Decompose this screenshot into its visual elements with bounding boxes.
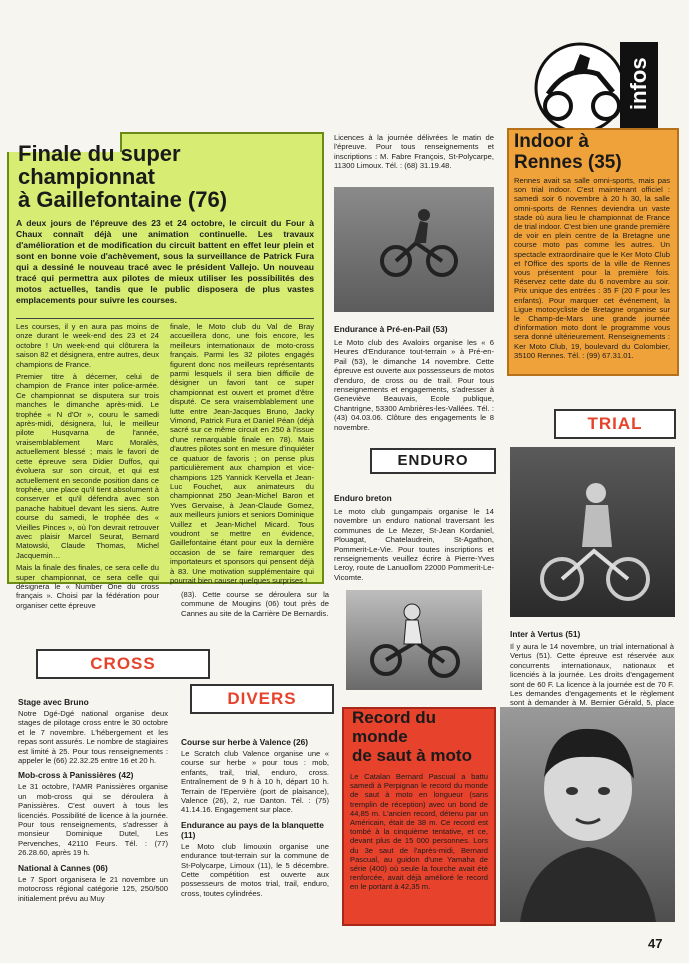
middle-top-text: Licences à la journée délivrées le matin de l'épreuve. Pour tous renseignements et inscriptions : M. Fabre François, St-Polycarpe, 11300 Limoux. Tél. : (68) 31.19.48. (334, 133, 494, 171)
enduro-tag: ENDURO (370, 448, 496, 474)
inter-vertus-text: Il y aura le 14 novembre, un trial international à Vertus (51). Cette épreuve est réservée aux concurrents internationaux, nationaux et licenciés à la journée. Les droits d'engagement sont de 60 F. La licence à la journée est de 70 F. Les demandes d'engagements et le règlement sont à demander à M. Bernier Gérald, 5, place (510, 642, 674, 708)
cross-item-title: Stage avec Bruno (18, 697, 89, 707)
lead-divider (16, 318, 314, 319)
record-title-line: monde (352, 727, 408, 746)
main-title-line: Finale du super (18, 141, 181, 166)
cannes-continued-text: (83). Cette course se déroulera sur la commune de Mougins (06) tout près de Cannes au site de la Carrière De Bernardis. (181, 590, 329, 618)
main-col1-paragraph: Les courses, il y en aura pas moins de onze durant le week-end des 23 et 24 octobre ! Un week-end qui clôturera la saison 82 et désignera, entre autres, deux champions de France. (16, 322, 159, 369)
divers-item-title: Endurance au pays de la blanquette (11) (181, 819, 324, 840)
bernard-pascual-photo (500, 707, 675, 922)
indoor-title (514, 131, 674, 173)
main-article-col1 (16, 322, 159, 613)
enduro-breton-title: Enduro breton (334, 493, 392, 503)
cross-tag: CROSS (36, 649, 210, 679)
inter-vertus-title: Inter à Vertus (51) (510, 629, 581, 639)
main-article-title (18, 142, 308, 211)
enduro-rider-photo (334, 187, 494, 312)
main-title-line: championnat (18, 164, 155, 189)
enduro-breton-photo (346, 590, 482, 690)
main-article-lead: A deux jours de l'épreuve des 23 et 24 octobre, le circuit du Four à Chaux connaît déjà une animation continuelle. Les travaux d'amélioration et de modification du circuit battent en effet leur plein et sont en bonne voie d'achèvement, sous la surveillance de Patrick Fura qui a dessiné le nouveau tracé avec le président Vallejo. Un nouveau tracé qui permettra aux pilotes de mieux utiliser les possibilités des motos actuelles, tandis que le public disposera de plus vastes emplacements pour suivre les courses. (16, 218, 314, 305)
trial-tag: TRIAL (554, 409, 676, 439)
cross-items (18, 697, 168, 903)
divers-item-text: Le Moto club limouxin organise une endurance tout-terrain sur la commune de St-Polycarpe, Limoux (11), le 5 décembre. Cette compétition est ouverte aux possesseurs de motos trial, trail, enduro, cross, toutes cylindrées. (181, 841, 329, 898)
cross-item-title: Mob-cross à Panissières (42) (18, 770, 134, 781)
main-col1-paragraph: Premier titre à décerner, celui de champion de France inter police-armée. Ce championnat se disputera sur trois manches le dimanche après-midi. Le trophée « N d'Or », couru le samedi après-midi, désignera, lui, le meilleur pilote Husqvarna de l'année, vraisemblablement Marc Moralès, actuellement blessé ; mais le favori de cette épreuve sera Didier Duffos, qui évoluera sur son circuit, et qui est actuellement en seconde position dans ce trophée, une place qu'il tient absolument à conserver et qu'il défendra avec son panache habituel devant les siens. Autre course du samedi, le trophée des « Vieilles Pinces », où l'on devrait retrouver avec plaisir Marcel Seurat, Bernard Matowski, Claude Thomas, Michel Jacquemin… (16, 372, 159, 560)
page-number: 47 (648, 936, 663, 951)
endurance-pre-title: Endurance à Pré-en-Pail (53) (334, 324, 448, 334)
main-title-line: à Gaillefontaine (76) (18, 187, 228, 212)
indoor-title-line: Rennes (35) (514, 152, 622, 173)
main-col2-paragraph: finale, le Moto club du Val de Bray accueillera donc, une fois encore, les meilleurs internationaux de moto-cross français. Parmi les 32 pilotes engagés figurent donc nos meilleurs représentants parmi lesquels il sera bien difficile de désigner un favori tant ce super championnat est ouvert et promet d'être disputé. Ce sera vraisemblablement une lutte entre Jean-Jacques Bruno, Jacky Vimond, Patrick Fura et Daniel Péan (déjà sacré sur ce même circuit en 250 à l'issue d'une remarquable finale en 78). Mais d'autres pilotes sont en mesure d'inquiéter ce quatuor de favoris ; on pense plus particulièrement aux champion et vice-champions 125 Yannick Kervella et Jean-Luc Fouchet, aux animateurs du championnat 250 Jean-Michel Baron et Yves Gervaise, à Jean-Claude Gomez, aux meilleurs juniors et seniors Dominique Vuillez et Jean-Michel Micard. Tous voudront se mettre en évidence, Gaillefontaine étant pour eux la dernière occasion de se faire remarquer des importateurs et sponsors qui pensent déjà à 83. Une motivation supplémentaire qui pourrait bien causer quelques surprises ! (170, 322, 314, 585)
record-title (352, 708, 492, 765)
trial-rider-photo (510, 447, 675, 617)
endurance-pre-text: Le Moto club des Avaloirs organise les « 6 Heures d'Endurance tout-terrain » à Pré-en-Pail (53), le dimanche 14 novembre. Cette épreuve est ouverte aux possesseurs de motos d'enduro, de cross ou de trail. Pour tous renseignements et engagements, s'adresser à Geneviève Beauvais, Ecole publique, Chantrigne, 53300 Ambrières-les-Vallées. Tél. : (43) 04.03.06. Clôture des engagements le 8 novembre. (334, 338, 494, 432)
cross-item-text: Le 7 Sport organisera le 21 novembre un motocross régional catégorie 125, 250/500 initialement prévu au Muy (18, 874, 168, 903)
cross-item-text: Notre Dgé-Dgé national organise deux stages de pilotage cross entre le 30 octobre et le 7 novembre. L'hébergement et les repas sont assurés. Le nombre de stagiaires est limité à 25. Pour tous renseignements : appeler le (66) 22.32.25 entre 16 et 20 h. (18, 709, 168, 766)
divers-item-text: Le Scratch club Valence organise une « course sur herbe » pour tous : mob, enfants, trail, trial, enduro, cross. Entraînement de 9 h à 10 h, départ 10 h. Terrain de l'Epervière (port de plaisance), Valence (26), 2, rue Danton. Tél. : (75) 41.14.16. Engagement sur place. (181, 749, 329, 815)
record-title-line: Record du (352, 708, 437, 727)
main-article-col2 (170, 322, 314, 588)
main-col1-paragraph: Mais la finale des finales, ce sera celle du super championnat, ce sera celle qui désignera le « Number One du cross français ». Choisi par la fédération pour organiser cette épreuve (16, 563, 159, 610)
indoor-text: Rennes avait sa salle omni-sports, mais pas son trial indoor. C'est maintenant officiel : samedi soir 6 novembre à 20 h 30, la salle omni-sports de Rennes deviendra un vaste stade où aura lieu le championnat de France de trial indoor. C'est bien une grande première de voir en plein centre de la Bretagne une course moto pas comme les autres. Un spectacle extraordinaire que le Ker Moto Club et l'Office des sports de la ville de Rennes vous présentent pour la première fois. Réservez cette date du 6 novembre au soir. Prix unique des entrées : 35 F (20 F pour les enfants). Pour marquer cet événement, la Ligue motocycliste de Bretagne organise sur le Champ-de-Mars une grande journée d'information moto dont le programme vous sera donné ultérieurement. Renseignements : Ker Moto Club, 19, boulevard du Colombier, 35100 Rennes. Tél. : (99) 67.31.01. (514, 176, 670, 360)
enduro-breton-text: Le moto club gungampais organise le 14 novembre un enduro national traversant les communes de Le Mezer, St-Jean Kordaniel, Plouagat, Chatelaudrein, St-Agathon, Pommerit-Le-Vie. Pour toutes inscriptions et renseignements veuillez écrire à Pierre-Yves Leroy, route de Lanuollom 22000 Pommerit-Le-Vicomte. (334, 507, 494, 582)
divers-tag: DIVERS (190, 684, 334, 714)
cross-item-title: National à Cannes (06) (18, 862, 108, 873)
cross-item-text: Le 31 octobre, l'AMR Panissières organise un mob-cross qui se déroulera à Panissières. C'est ouvert à tous les licenciés. Possibilité de licence à la journée. Pour tous renseignements, s'adresser à monsieur Dominique Dutel, Les Pervenches, 42110 Feurs. Tél. : (77) 26.28.60, après 19 h. (18, 782, 168, 858)
divers-items (181, 737, 329, 898)
record-text: Le Catalan Bernard Pascual a battu samedi à Perpignan le record du monde de saut à moto en longueur (sans tremplin de réception) avec un bond de 44,85 m. L'ancien record, détenu par un Américain, était de 38 m. Ce record est tombé à la cinquième tentative, et ce, devant plus de 15 000 personnes. Lors du 3e saut de l'après-midi, Bernard Pascual, au guidon d'une Yamaha de série (400) où seule la fourche avait été renforcée, avait déjà amélioré le record en le portant à 42,35 m. (350, 772, 488, 892)
divers-item-title: Course sur herbe à Valence (26) (181, 737, 309, 747)
indoor-title-line: Indoor à (514, 131, 589, 152)
record-title-line: de saut à moto (352, 746, 472, 765)
logo-text: infos (626, 57, 651, 110)
infos-logo (528, 34, 660, 138)
